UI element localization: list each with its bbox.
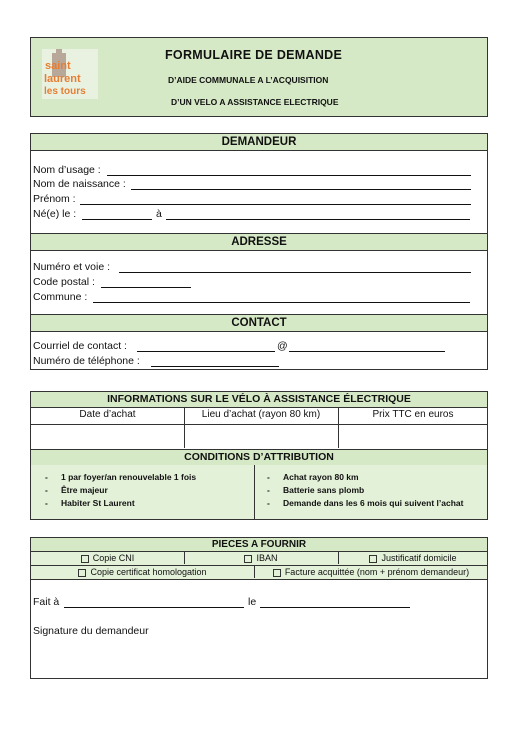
lieu-achat-input[interactable] bbox=[184, 424, 337, 447]
condition-item: - Demande dans les 6 mois qui suivent l’achat bbox=[267, 497, 463, 510]
svg-text:saint: saint bbox=[45, 60, 71, 72]
prenom-field[interactable] bbox=[80, 204, 471, 205]
code-postal-field[interactable] bbox=[101, 287, 191, 288]
commune-label: Commune : bbox=[33, 291, 88, 303]
condition-item: - Être majeur bbox=[45, 484, 196, 497]
form-subtitle-2: D’UN VELO A ASSISTANCE ELECTRIQUE bbox=[171, 97, 339, 107]
svg-text:laurent: laurent bbox=[44, 73, 81, 85]
section-heading-pieces: PIECES A FOURNIR bbox=[31, 538, 487, 552]
col-lieu-achat: Lieu d’achat (rayon 80 km) bbox=[201, 409, 321, 420]
piece-iban[interactable]: IBAN bbox=[184, 553, 338, 563]
lieu-naissance-field[interactable] bbox=[166, 219, 470, 220]
courriel-label: Courriel de contact : bbox=[33, 340, 127, 352]
condition-item: - 1 par foyer/an renouvelable 1 fois bbox=[45, 471, 196, 484]
courriel-field[interactable] bbox=[137, 351, 275, 352]
logo bbox=[42, 49, 98, 99]
code-postal-label: Code postal : bbox=[33, 276, 95, 288]
svg-text:les tours: les tours bbox=[44, 86, 86, 97]
courriel-domain-field[interactable] bbox=[289, 351, 445, 352]
prix-input[interactable] bbox=[338, 424, 487, 447]
section-heading-velo: INFORMATIONS SUR LE VÉLO À ASSISTANCE ÉLECTRIQUE bbox=[31, 392, 487, 408]
checkbox-icon bbox=[273, 569, 281, 577]
col-date-achat: Date d’achat bbox=[79, 409, 136, 420]
checkbox-icon bbox=[369, 555, 377, 563]
condition-item: - Achat rayon 80 km bbox=[267, 471, 463, 484]
telephone-label: Numéro de téléphone : bbox=[33, 355, 140, 367]
signature-label: Signature du demandeur bbox=[33, 625, 149, 637]
lieu-naissance-label: à bbox=[156, 208, 162, 220]
courriel-at: @ bbox=[277, 340, 288, 352]
nom-naissance-field[interactable] bbox=[131, 189, 471, 190]
nom-naissance-label: Nom de naissance : bbox=[33, 178, 126, 190]
numero-voie-label: Numéro et voie : bbox=[33, 261, 111, 273]
section-heading-adresse: ADRESSE bbox=[31, 233, 487, 251]
numero-voie-field[interactable] bbox=[119, 272, 471, 273]
le-label: le bbox=[248, 596, 257, 608]
nom-usage-field[interactable] bbox=[107, 175, 471, 176]
fait-a-label: Fait à bbox=[33, 596, 60, 608]
date-achat-input[interactable] bbox=[31, 424, 183, 447]
fait-a-field[interactable] bbox=[64, 607, 244, 608]
condition-item: - Batterie sans plomb bbox=[267, 484, 463, 497]
commune-field[interactable] bbox=[93, 302, 470, 303]
checkbox-icon bbox=[244, 555, 252, 563]
form-subtitle-1: D’AIDE COMMUNALE A L’ACQUISITION bbox=[168, 75, 329, 85]
conditions-right-list bbox=[267, 471, 463, 510]
section-heading-demandeur: DEMANDEUR bbox=[31, 134, 487, 151]
date-field[interactable] bbox=[260, 607, 410, 608]
logo-image bbox=[42, 49, 98, 99]
signature-area[interactable] bbox=[31, 640, 487, 678]
condition-item: - Habiter St Laurent bbox=[45, 497, 196, 510]
section-heading-contact: CONTACT bbox=[31, 314, 487, 332]
checkbox-icon bbox=[78, 569, 86, 577]
col-prix: Prix TTC en euros bbox=[372, 409, 454, 420]
telephone-field[interactable] bbox=[151, 366, 279, 367]
piece-cni[interactable]: Copie CNI bbox=[31, 553, 184, 563]
nom-usage-label: Nom d’usage : bbox=[33, 164, 101, 176]
form-title: FORMULAIRE DE DEMANDE bbox=[165, 48, 343, 62]
section-heading-conditions: CONDITIONS D’ATTRIBUTION bbox=[31, 449, 487, 466]
checkbox-icon bbox=[81, 555, 89, 563]
prenom-label: Prénom : bbox=[33, 193, 76, 205]
conditions-left-list bbox=[45, 471, 196, 510]
piece-homologation[interactable]: Copie certificat homologation bbox=[31, 567, 254, 577]
piece-justificatif[interactable]: Justificatif domicile bbox=[338, 553, 488, 563]
piece-facture[interactable]: Facture acquittée (nom + prénom demandeur) bbox=[254, 567, 488, 577]
date-naissance-label: Né(e) le : bbox=[33, 208, 77, 220]
date-naissance-field[interactable] bbox=[82, 219, 152, 220]
